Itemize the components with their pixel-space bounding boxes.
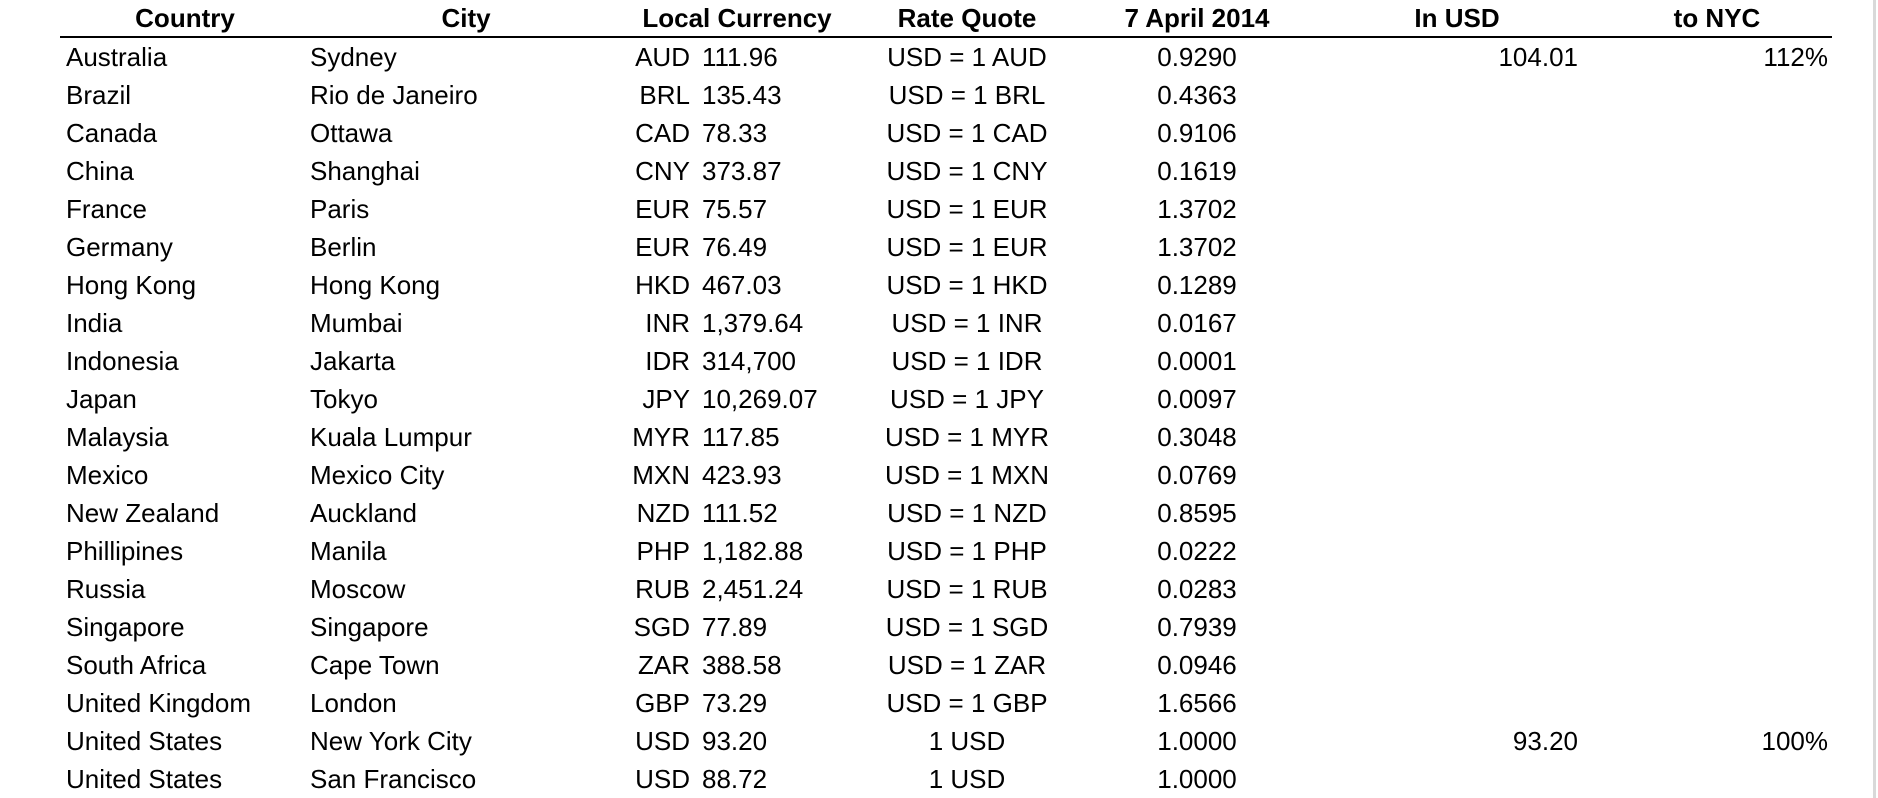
cell-city: Mumbai [310,307,403,338]
cell-local-amount: 88.72 [702,763,768,794]
cell-to-nyc [1602,266,1832,304]
header-country: Country [60,0,310,37]
cell-to-nyc [1602,418,1832,456]
cell-to-nyc [1602,532,1832,570]
cell-city: London [310,687,397,718]
cell-rate-quote: 1 USD [928,763,1006,794]
cell-in-usd [1312,646,1602,684]
cell-rate-quote: USD = 1 EUR [886,193,1048,224]
table-row [60,532,1832,570]
cell-rate-quote: USD = 1 CNY [886,155,1048,186]
table-row [60,380,1832,418]
cell-currency-code: CNY [635,155,690,186]
header-city: City [310,0,622,37]
cell-to-nyc [1602,570,1832,608]
cell-city: Ottawa [310,117,393,148]
cell-currency-code: BRL [639,79,690,110]
cell-country: Singapore [66,611,185,642]
cell-in-usd [1312,532,1602,570]
cell-in-usd [1312,190,1602,228]
cell-country: Australia [66,41,168,72]
cell-rate: 1.0000 [1157,725,1237,756]
cell-to-nyc [1602,684,1832,722]
cell-rate-quote: USD = 1 AUD [887,41,1047,72]
cell-country: New Zealand [66,497,220,528]
cell-local-amount: 111.96 [702,41,778,72]
cell-to-nyc [1602,456,1832,494]
cell-local-amount: 388.58 [702,649,782,680]
cell-rate-quote: USD = 1 GBP [886,687,1048,718]
cell-currency-code: JPY [642,383,690,414]
table-row [60,37,1832,76]
cell-to-nyc [1602,608,1832,646]
cell-in-usd [1312,228,1602,266]
cell-country: Indonesia [66,345,179,376]
cell-local-amount: 423.93 [702,459,782,490]
table-body [60,37,1832,798]
table-row [60,342,1832,380]
table-row [60,190,1832,228]
cell-rate-quote: USD = 1 MXN [885,459,1049,490]
cell-rate: 0.0167 [1157,307,1237,338]
cell-country: United States [66,763,223,794]
cell-rate: 0.0769 [1157,459,1237,490]
cell-local-amount: 111.52 [702,497,778,528]
window-right-border [1873,0,1876,798]
cell-rate: 1.0000 [1157,763,1237,794]
header-row [60,0,1832,37]
cell-local-amount: 135.43 [702,79,782,110]
cell-rate-quote: USD = 1 EUR [886,231,1048,262]
cell-city: New York City [310,725,472,756]
table-row [60,266,1832,304]
cell-country: India [66,307,123,338]
cell-local-amount: 1,379.64 [702,307,804,338]
cell-country: Russia [66,573,146,604]
cell-to-nyc [1602,342,1832,380]
cell-local-amount: 93.20 [702,725,768,756]
cell-city: Singapore [310,611,429,642]
cell-rate: 1.3702 [1157,193,1237,224]
cell-currency-code: NZD [636,497,690,528]
cell-country: South Africa [66,649,207,680]
cell-currency-code: INR [645,307,690,338]
cell-currency-code: USD [635,763,690,794]
cell-local-amount: 77.89 [702,611,768,642]
cell-rate: 0.1289 [1157,269,1237,300]
cell-city: Berlin [310,231,377,262]
table-row [60,76,1832,114]
header-in-usd: In USD [1312,0,1602,37]
cell-rate: 0.0097 [1157,383,1237,414]
cell-currency-code: MYR [632,421,690,452]
cell-to-nyc [1602,304,1832,342]
cell-city: Manila [310,535,387,566]
cell-rate: 1.3702 [1157,231,1237,262]
cell-currency-code: SGD [633,611,690,642]
table-row [60,760,1832,798]
cell-local-amount: 73.29 [702,687,768,718]
cell-country: Japan [66,383,137,414]
cell-to-nyc [1602,76,1832,114]
currency-table [60,0,1832,798]
cell-city: Jakarta [310,345,396,376]
cell-rate-quote: USD = 1 INR [891,307,1043,338]
cell-currency-code: HKD [635,269,690,300]
cell-currency-code: GBP [635,687,690,718]
cell-country: Malaysia [66,421,169,452]
cell-rate-quote: USD = 1 NZD [887,497,1047,528]
cell-to-nyc: 100% [1761,725,1828,756]
cell-rate: 0.3048 [1157,421,1237,452]
cell-local-amount: 314,700 [702,345,796,376]
table-row [60,152,1832,190]
cell-country: United Kingdom [66,687,251,718]
cell-local-amount: 117.85 [702,421,780,452]
cell-rate-quote: 1 USD [928,725,1006,756]
cell-city: Auckland [310,497,417,528]
table-row [60,608,1832,646]
cell-in-usd [1312,418,1602,456]
table-row [60,418,1832,456]
cell-rate: 0.0001 [1157,345,1237,376]
cell-to-nyc [1602,190,1832,228]
table-row [60,494,1832,532]
cell-in-usd [1312,266,1602,304]
cell-rate: 0.9290 [1157,41,1237,72]
cell-rate: 0.1619 [1157,155,1237,186]
cell-to-nyc: 112% [1763,41,1828,72]
cell-in-usd [1312,114,1602,152]
cell-country: Canada [66,117,158,148]
cell-rate-quote: USD = 1 RUB [886,573,1048,604]
table-row [60,114,1832,152]
cell-local-amount: 1,182.88 [702,535,804,566]
cell-rate-quote: USD = 1 MYR [885,421,1049,452]
cell-to-nyc [1602,760,1832,798]
cell-rate: 0.4363 [1157,79,1237,110]
cell-country: Brazil [66,79,132,110]
cell-city: Mexico City [310,459,445,490]
table-row [60,228,1832,266]
cell-rate: 0.7939 [1157,611,1237,642]
cell-city: Kuala Lumpur [310,421,472,452]
cell-country: Germany [66,231,173,262]
cell-city: Sydney [310,41,397,72]
cell-currency-code: CAD [635,117,690,148]
table-row [60,684,1832,722]
cell-in-usd [1312,304,1602,342]
cell-to-nyc [1602,152,1832,190]
cell-local-amount: 467.03 [702,269,782,300]
cell-currency-code: IDR [645,345,690,376]
cell-in-usd [1312,684,1602,722]
cell-rate: 0.0283 [1157,573,1237,604]
cell-in-usd [1312,342,1602,380]
cell-rate-quote: USD = 1 IDR [891,345,1043,376]
cell-to-nyc [1602,494,1832,532]
cell-country: China [66,155,134,186]
cell-currency-code: PHP [636,535,690,566]
cell-rate: 0.9106 [1157,117,1237,148]
cell-local-amount: 75.57 [702,193,768,224]
cell-country: Phillipines [66,535,184,566]
cell-country: Hong Kong [66,269,197,300]
cell-in-usd [1312,76,1602,114]
cell-to-nyc [1602,228,1832,266]
cell-rate: 0.0222 [1157,535,1237,566]
cell-in-usd: 93.20 [1512,725,1578,756]
header-rate-quote: Rate Quote [852,0,1082,37]
cell-city: Rio de Janeiro [310,79,478,110]
header-date: 7 April 2014 [1082,0,1312,37]
cell-city: Paris [310,193,370,224]
cell-local-amount: 2,451.24 [702,573,804,604]
cell-local-amount: 76.49 [702,231,768,262]
cell-local-amount: 373.87 [702,155,782,186]
cell-rate-quote: USD = 1 SGD [885,611,1049,642]
cell-to-nyc [1602,114,1832,152]
cell-in-usd [1312,456,1602,494]
cell-local-amount: 10,269.07 [702,383,818,414]
table-row [60,304,1832,342]
cell-city: Shanghai [310,155,420,186]
cell-in-usd [1312,760,1602,798]
cell-in-usd [1312,494,1602,532]
cell-currency-code: RUB [635,573,690,604]
cell-currency-code: ZAR [638,649,690,680]
cell-city: Tokyo [310,383,378,414]
cell-in-usd [1312,152,1602,190]
cell-currency-code: USD [635,725,690,756]
table-row [60,722,1832,760]
cell-rate-quote: USD = 1 HKD [886,269,1048,300]
cell-rate-quote: USD = 1 PHP [887,535,1047,566]
cell-rate-quote: USD = 1 JPY [890,383,1044,414]
cell-rate-quote: USD = 1 CAD [886,117,1048,148]
cell-rate-quote: USD = 1 BRL [888,79,1046,110]
cell-country: Mexico [66,459,149,490]
table-row [60,646,1832,684]
cell-in-usd [1312,608,1602,646]
cell-rate: 1.6566 [1157,687,1237,718]
cell-country: United States [66,725,223,756]
cell-rate-quote: USD = 1 ZAR [887,649,1047,680]
cell-currency-code: AUD [635,41,690,72]
header-to-nyc: to NYC [1602,0,1832,37]
cell-currency-code: EUR [635,193,690,224]
cell-city: Hong Kong [310,269,441,300]
cell-in-usd [1312,570,1602,608]
table-row [60,570,1832,608]
cell-in-usd [1312,380,1602,418]
cell-to-nyc [1602,646,1832,684]
cell-currency-code: MXN [632,459,690,490]
cell-city: San Francisco [310,763,477,794]
cell-rate: 0.8595 [1157,497,1237,528]
cell-to-nyc [1602,380,1832,418]
cell-city: Cape Town [310,649,440,680]
cell-rate: 0.0946 [1157,649,1237,680]
cell-city: Moscow [310,573,406,604]
cell-country: France [66,193,147,224]
cell-local-amount: 78.33 [702,117,768,148]
header-local-currency: Local Currency [622,0,852,37]
cell-currency-code: EUR [635,231,690,262]
cell-in-usd: 104.01 [1498,41,1578,72]
table-row [60,456,1832,494]
